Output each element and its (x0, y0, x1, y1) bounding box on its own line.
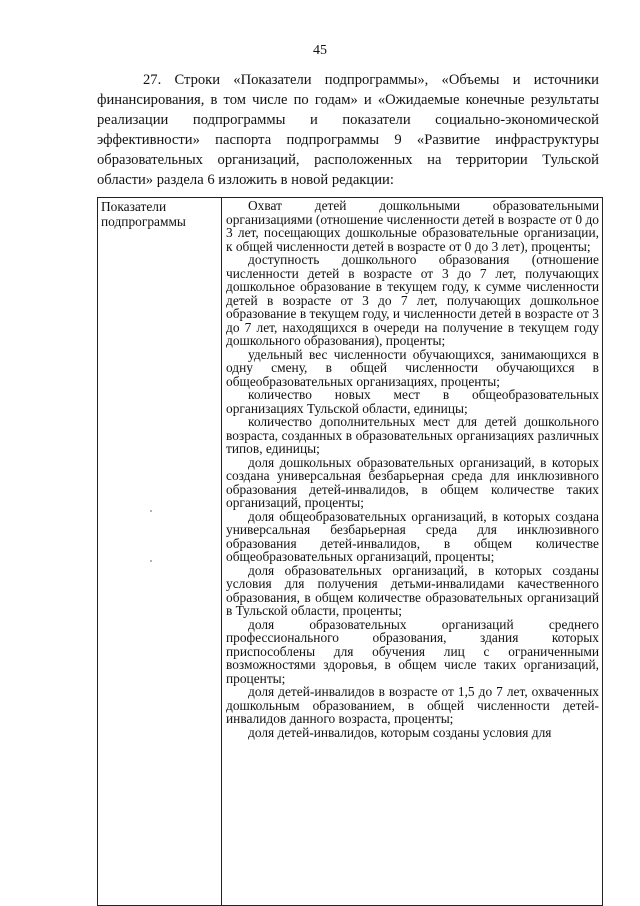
list-item: доля детей-инвалидов в возрасте от 1,5 до 7 лет, охваченных дошкольным образованием, в общей численности детей-инвалидов данного возраста, проценты; (226, 684, 599, 726)
passport-table (97, 197, 603, 906)
row-label: Показатели подпрограммы (101, 199, 186, 229)
list-item: доля дошкольных образовательных организаций, в которых создана универсальная безбарьерная среда для инклюзивного образования детей-инвалидов, в общем количестве таких организаций, проценты; (226, 454, 599, 510)
list-item: Охват детей дошкольными образовательными организациями (отношение численности детей в возрасте от 0 до 3 лет, посещающих дошкольные образовательные организации, к общей численности детей в возрасте от 0 до 3 лет), проценты; (226, 198, 599, 254)
scan-speck (150, 560, 152, 562)
list-item: доля образовательных организаций, в которых созданы условия для получения детьми-инвалидами качественного образования, в общем количестве образовательных организаций в Тульской области, проценты; (226, 562, 599, 618)
page-number: 45 (313, 43, 327, 58)
row-content-cell (222, 198, 603, 906)
list-item: удельный вес численности обучающихся, занимающихся в одну смену, в общей численности обучающихся в общеобразовательных организациях, проценты; (226, 346, 599, 389)
list-item: доля детей-инвалидов, которым созданы условия для (248, 724, 552, 740)
intro-paragraph: 27. Строки «Показатели подпрограммы», «Объемы и источники финансирования, в том числе по годам» и «Ожидаемые конечные результаты реализации подпрограммы и показатели социально-экономической эффективности» паспорта подпрограммы 9 «Развитие инфраструктуры образовательных организаций, расположенных на территории Тульской области» раздела 6 изложить в новой редакции: (97, 72, 599, 188)
list-item: доступность дошкольного образования (отношение численности детей в возрасте от 3 до 7 лет, получающих дошкольное образование в текущем году, к сумме численности детей в возрасте от 3 до 7 лет, получающих дошкольное образование в текущем году, и численности детей в возрасте от 3 до 7 лет, находящихся в очереди на получение в текущем году дошкольного образования), проценты; (226, 252, 599, 348)
list-item: доля образовательных организаций среднего профессионального образования, здания которых приспособлены для обучения лиц с ограниченными возможностями здоровья, в общем числе таких организаций, проценты; (226, 616, 599, 686)
list-item: доля общеобразовательных организаций, в которых создана универсальная безбарьерная среда для инклюзивного образования детей-инвалидов, в общем количестве общеобразовательных организаций, проценты; (226, 508, 599, 564)
table-row (98, 198, 603, 906)
list-item: количество дополнительных мест для детей дошкольного возраста, созданных в образовательных организациях различных типов, единицы; (226, 414, 599, 456)
row-label-cell (98, 198, 222, 906)
scan-speck (150, 510, 152, 512)
list-item: количество новых мест в общеобразовательных организациях Тульской области, единицы; (226, 387, 599, 416)
indicator-list (222, 198, 602, 905)
